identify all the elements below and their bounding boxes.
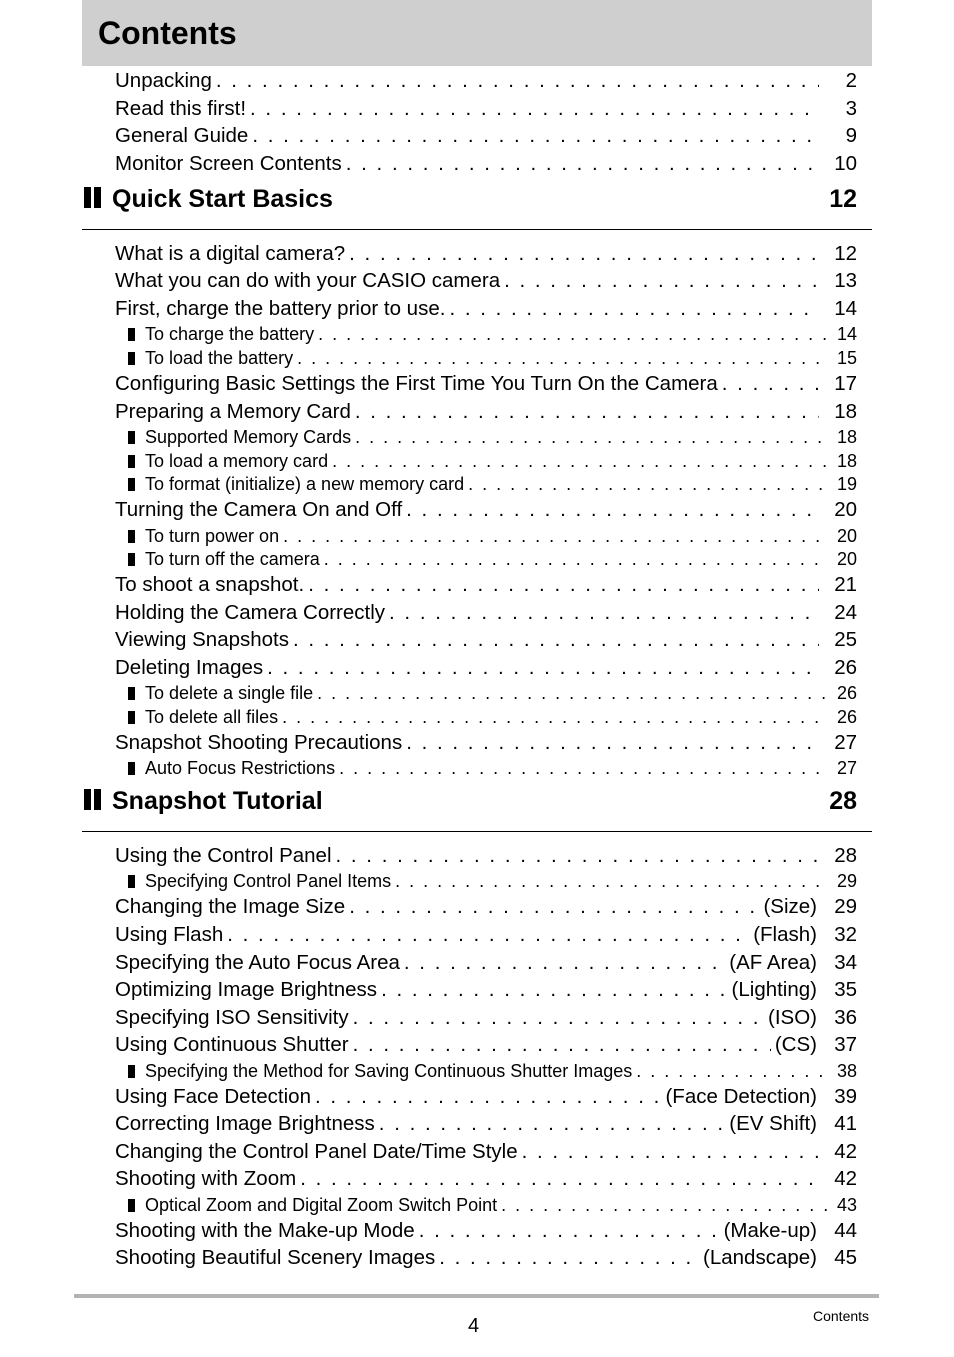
bullet-icon (128, 1199, 135, 1212)
dot-leader (324, 549, 827, 570)
bullet-icon (128, 687, 135, 700)
section-page: 28 (829, 787, 857, 815)
toc-entry-label: Changing the Image Size (115, 895, 346, 918)
toc-entry[interactable] (115, 1085, 857, 1109)
dot-leader (308, 573, 819, 597)
toc-entry-label: Using Face Detection (115, 1085, 311, 1108)
dot-leader (381, 978, 727, 1002)
toc-entry-page: 21 (834, 573, 857, 596)
toc-entry-label: To load a memory card (145, 451, 329, 471)
toc-entry-label: Shooting with the Make-up Mode (115, 1219, 415, 1242)
toc-entry-label: Using Flash (115, 923, 224, 946)
toc-subentry[interactable] (128, 1195, 857, 1216)
toc-subentry[interactable] (128, 427, 857, 448)
toc-entry-page: 19 (836, 474, 857, 494)
dot-leader (297, 348, 827, 369)
toc-entry-page: 15 (836, 348, 857, 368)
toc-entry-page: 25 (834, 628, 857, 651)
toc-entry[interactable] (115, 269, 857, 293)
toc-entry-page: 41 (834, 1112, 857, 1135)
toc-entry-page: 38 (836, 1061, 857, 1081)
toc-entry-page: 32 (834, 923, 857, 946)
toc-entry-label: Snapshot Shooting Precautions (115, 731, 403, 754)
toc-entry-label: Read this first! (115, 97, 247, 120)
toc-entry-tag: (EV Shift) (729, 1112, 817, 1135)
toc-entry-label: First, charge the battery prior to use. (115, 297, 446, 320)
toc-entry-label: To turn off the camera (145, 549, 320, 569)
toc-entry-label: Specifying Control Panel Items (145, 871, 392, 891)
dot-leader (282, 707, 827, 728)
toc-entry-page: 17 (834, 372, 857, 395)
section-page: 12 (829, 185, 857, 213)
toc-entry-tag: (Make-up) (723, 1219, 817, 1242)
dot-leader (339, 758, 827, 779)
toc-entry-page: 20 (836, 526, 857, 546)
toc-entry-label: To delete a single file (145, 683, 314, 703)
toc-entry-page: 26 (836, 707, 857, 727)
toc-entry-label: To charge the battery (145, 324, 315, 344)
toc-subentry[interactable] (128, 526, 857, 547)
toc-entry-page: 29 (834, 895, 857, 918)
toc-entry-page: 42 (834, 1167, 857, 1190)
toc-entry[interactable] (115, 573, 857, 597)
toc-entry-label: Using Continuous Shutter (115, 1033, 349, 1056)
toc-subentry[interactable] (128, 474, 857, 495)
toc-entry-page: 14 (836, 324, 857, 344)
toc-entry-page: 3 (845, 97, 857, 120)
toc-entry-label: Specifying the Auto Focus Area (115, 951, 400, 974)
toc-entry-label: Supported Memory Cards (145, 427, 352, 447)
toc-entry-page: 27 (836, 758, 857, 778)
dot-leader (522, 1140, 819, 1164)
toc-entry[interactable] (115, 1006, 857, 1030)
dot-leader (636, 1061, 827, 1082)
section-marker-icon (84, 789, 104, 815)
toc-entry-label: What you can do with your CASIO camera (115, 269, 501, 292)
toc-entry-label: Turning the Camera On and Off (115, 498, 403, 521)
toc-entry-page: 10 (834, 152, 857, 175)
toc-subentry[interactable] (128, 758, 857, 779)
toc-entry-label: To format (initialize) a new memory card (145, 474, 465, 494)
toc-entry-page: 29 (836, 871, 857, 891)
toc-entry-page: 39 (834, 1085, 857, 1108)
dot-leader (439, 1246, 699, 1270)
toc-entry-page: 14 (834, 297, 857, 320)
toc-subentry[interactable] (128, 707, 857, 728)
toc-entry-label: Auto Focus Restrictions (145, 758, 336, 778)
toc-entry[interactable] (115, 152, 857, 176)
toc-entry-tag: (Lighting) (731, 978, 817, 1001)
toc-entry-label: Shooting Beautiful Scenery Images (115, 1246, 436, 1269)
dot-leader (406, 731, 819, 755)
section-header-quick-start-basics[interactable] (82, 185, 872, 230)
toc-entry[interactable] (115, 1140, 857, 1164)
toc-entry-label: Configuring Basic Settings the First Time You Turn On the Camera (115, 372, 718, 395)
dot-leader (332, 451, 827, 472)
toc-entry-page: 18 (834, 400, 857, 423)
bullet-icon (128, 530, 135, 543)
dot-leader (395, 871, 827, 892)
toc-entry-label: General Guide (115, 124, 249, 147)
toc-entry-tag: (ISO) (768, 1006, 817, 1029)
toc-entry[interactable] (115, 97, 857, 121)
dot-leader (468, 474, 827, 495)
toc-entry-label: Optimizing Image Brightness (115, 978, 378, 1001)
toc-entry-page: 28 (834, 844, 857, 867)
toc-entry-page: 2 (845, 69, 857, 92)
toc-entry-page: 42 (834, 1140, 857, 1163)
toc-subentry[interactable] (128, 683, 857, 704)
toc-entry-tag: (Landscape) (703, 1246, 817, 1269)
section-marker-icon (84, 187, 104, 213)
toc-entry-label: Preparing a Memory Card (115, 400, 351, 423)
bullet-icon (128, 431, 135, 444)
bullet-icon (128, 553, 135, 566)
toc-entry[interactable] (115, 498, 857, 522)
dot-leader (267, 656, 819, 680)
dot-leader (315, 1085, 661, 1109)
toc-entry-tag: (CS) (774, 1033, 817, 1056)
dot-leader (355, 427, 827, 448)
dot-leader (349, 242, 819, 266)
bullet-icon (128, 328, 135, 341)
toc-entry[interactable] (115, 1246, 857, 1270)
dot-leader (353, 1033, 771, 1057)
toc-entry-page: 13 (834, 269, 857, 292)
toc-entry-page: 20 (836, 549, 857, 569)
dot-leader (250, 97, 819, 121)
toc-entry-page: 12 (834, 242, 857, 265)
dot-leader (406, 498, 819, 522)
toc-entry-label: Shooting with Zoom (115, 1167, 297, 1190)
toc-entry[interactable] (115, 601, 857, 625)
toc-entry-tag: (Flash) (753, 923, 817, 946)
toc-entry[interactable] (115, 656, 857, 680)
dot-leader (404, 951, 725, 975)
toc-entry-label: Deleting Images (115, 656, 264, 679)
dot-leader (252, 124, 819, 148)
toc-subentry[interactable] (128, 348, 857, 369)
footer-divider (74, 1294, 879, 1298)
toc-entry-label: Specifying ISO Sensitivity (115, 1006, 349, 1029)
bullet-icon (128, 762, 135, 775)
toc-entry-label: To turn power on (145, 526, 280, 546)
toc-entry-page: 9 (845, 124, 857, 147)
toc-entry-label: Optical Zoom and Digital Zoom Switch Point (145, 1195, 498, 1215)
toc-entry-page: 18 (836, 427, 857, 447)
toc-entry-label: To shoot a snapshot. (115, 573, 305, 596)
toc-entry-page: 45 (834, 1246, 857, 1269)
dot-leader (379, 1112, 725, 1136)
page-title: Contents (98, 15, 237, 51)
dot-leader (722, 372, 819, 396)
footer-section-label: Contents (813, 1308, 870, 1324)
dot-leader (355, 400, 819, 424)
toc-entry-label: Correcting Image Brightness (115, 1112, 375, 1135)
toc-entry[interactable] (115, 1112, 857, 1136)
dot-leader (318, 324, 827, 345)
toc-subentry[interactable] (128, 871, 857, 892)
dot-leader (349, 895, 759, 919)
toc-entry-page: 43 (836, 1195, 857, 1215)
toc-entry-page: 24 (834, 601, 857, 624)
toc-subentry[interactable] (128, 324, 857, 345)
toc-entry-page: 26 (834, 656, 857, 679)
toc-entry-page: 26 (836, 683, 857, 703)
toc-entry-page: 35 (834, 978, 857, 1001)
toc-entry-page: 34 (834, 951, 857, 974)
toc-entry[interactable] (115, 297, 857, 321)
dot-leader (389, 601, 819, 625)
toc-entry-label: Specifying the Method for Saving Continuous Shutter Images (145, 1061, 633, 1081)
toc-subentry[interactable] (128, 1061, 857, 1082)
bullet-icon (128, 875, 135, 888)
dot-leader (293, 628, 819, 652)
toc-entry-page: 44 (834, 1219, 857, 1242)
bullet-icon (128, 1065, 135, 1078)
bullet-icon (128, 711, 135, 724)
dot-leader (216, 69, 819, 93)
toc-subentry[interactable] (128, 451, 857, 472)
toc-entry-label: Holding the Camera Correctly (115, 601, 386, 624)
toc-entry[interactable] (115, 1033, 857, 1057)
toc-entry-page: 27 (834, 731, 857, 754)
footer-page-number: 4 (468, 1315, 480, 1337)
toc-subentry[interactable] (128, 549, 857, 570)
toc-entry[interactable] (115, 1167, 857, 1191)
toc-entry[interactable] (115, 895, 857, 919)
dot-leader (501, 1195, 827, 1216)
bullet-icon (128, 352, 135, 365)
toc-entry-tag: (Face Detection) (665, 1085, 817, 1108)
bullet-icon (128, 478, 135, 491)
toc-entry-label: Unpacking (115, 69, 212, 92)
section-title: Snapshot Tutorial (112, 787, 323, 815)
dot-leader (283, 526, 827, 547)
title-bar (82, 0, 872, 66)
toc-entry-page: 20 (834, 498, 857, 521)
dot-leader (300, 1167, 819, 1191)
toc-entry-page: 36 (834, 1006, 857, 1029)
toc-entry-tag: (AF Area) (729, 951, 817, 974)
toc-entry-label: Monitor Screen Contents (115, 152, 342, 175)
toc-entry[interactable] (115, 372, 857, 396)
toc-entry[interactable] (115, 400, 857, 424)
section-title: Quick Start Basics (112, 185, 333, 213)
toc-entry-label: To load the battery (145, 348, 294, 368)
toc-entry[interactable] (115, 951, 857, 975)
toc-entry[interactable] (115, 978, 857, 1002)
dot-leader (449, 297, 819, 321)
dot-leader (336, 844, 819, 868)
toc-entry[interactable] (115, 124, 857, 148)
toc-entry[interactable] (115, 69, 857, 93)
toc-entry-tag: (Size) (763, 895, 817, 918)
section-header-snapshot-tutorial[interactable] (82, 787, 872, 832)
dot-leader (317, 683, 827, 704)
dot-leader (346, 152, 819, 176)
dot-leader (227, 923, 749, 947)
toc-entry[interactable] (115, 628, 857, 652)
toc-entry-label: What is a digital camera? (115, 242, 346, 265)
toc-entry-page: 18 (836, 451, 857, 471)
toc-entry-page: 37 (834, 1033, 857, 1056)
dot-leader (504, 269, 819, 293)
toc-entry-label: Viewing Snapshots (115, 628, 289, 651)
toc-entry[interactable] (115, 242, 857, 266)
toc-entry[interactable] (115, 1219, 857, 1243)
dot-leader (419, 1219, 720, 1243)
toc-entry[interactable] (115, 844, 857, 868)
bullet-icon (128, 455, 135, 468)
toc-entry[interactable] (115, 923, 857, 947)
toc-entry-label: To delete all files (145, 707, 279, 727)
toc-entry-label: Changing the Control Panel Date/Time Style (115, 1140, 518, 1163)
toc-entry[interactable] (115, 731, 857, 755)
toc-entry-label: Using the Control Panel (115, 844, 332, 867)
dot-leader (353, 1006, 764, 1030)
